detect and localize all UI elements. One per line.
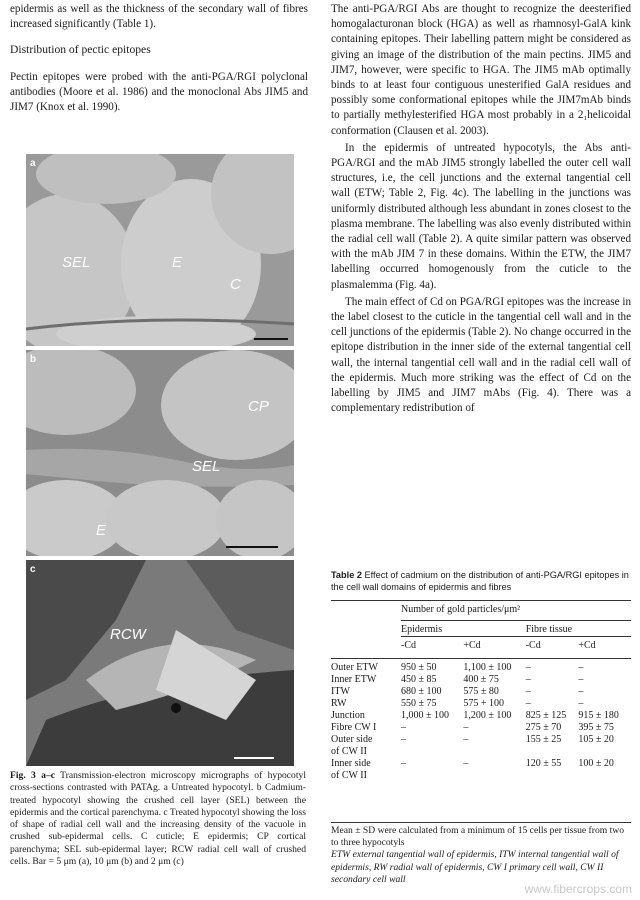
micrograph-b (26, 350, 294, 556)
table-row (331, 758, 631, 770)
table-caption-text: Effect of cadmium on the distribution of anti-PGA/RGI epitopes in the cell wall domains of epidermis and fibres (331, 570, 629, 592)
table-footnote-mean: Mean ± SD were calculated from a minimum of 15 cells per tissue from two to three hypocotyls (331, 822, 631, 849)
label-e-b: E (96, 522, 107, 539)
watermark: www.fibercrops.com (524, 882, 632, 896)
table-row (331, 770, 631, 782)
table-subheader: +Cd (463, 637, 525, 659)
label-c-a: C (230, 276, 241, 293)
table-row-label: of CW II (331, 746, 367, 757)
table-body (331, 659, 631, 783)
table-cell: – (401, 734, 406, 745)
right-paragraph-3: The main effect of Cd on PGA/RGI epitopes was the increase in the label closest to the cuticle in the tangential cell wall and in the cell junctions of the epidermis (Table 2). No change occurred in the epitope distribution in the inner side of the external tangential cell wall, the internal tangential cell wall and in the radial cell wall of the epidermis. Much more striking was the effect of Cd on the labelling by JIM5 and JIM7 mAbs (Fig. 4). There was a complementary redistribution of (331, 295, 631, 415)
table-unit-header: Number of gold particles/μm² (401, 604, 521, 615)
table-cell: 550 ± 75 (401, 698, 437, 709)
left-column (10, 0, 308, 115)
table-cell (526, 770, 579, 782)
label-rcw-c: RCW (110, 626, 146, 643)
scale-bar-a (254, 338, 288, 340)
table-footnotes (331, 822, 631, 886)
table-cell: – (525, 698, 531, 709)
table-group-epidermis: Epidermis (401, 621, 526, 637)
table-2 (331, 600, 631, 782)
table-cell (401, 770, 463, 782)
table-subheader: -Cd (401, 637, 463, 659)
figure-caption-title: Fig. 3 a–c (10, 770, 56, 781)
table-cell: 275 ± 70 (525, 722, 562, 733)
table-cell: 155 ± 25 (525, 734, 562, 745)
table-cell: 120 ± 55 (525, 758, 562, 769)
table-cell: – (401, 722, 406, 733)
table-cell: 1,000 ± 100 (401, 710, 449, 721)
table-cell: – (463, 758, 469, 769)
table-cell: – (463, 734, 469, 745)
table-cell: – (525, 686, 531, 697)
table-cell: 575 ± 80 (463, 686, 499, 697)
table-row (331, 734, 631, 746)
table-cell: 575 + 100 (463, 698, 504, 709)
table-subheader: +Cd (578, 637, 631, 659)
label-sel-a: SEL (62, 254, 91, 271)
label-e-a: E (172, 254, 183, 271)
table-cell: 100 ± 20 (578, 758, 614, 769)
table-cell (578, 746, 631, 758)
table-cell: – (578, 686, 584, 697)
table-row-label: Junction (331, 710, 365, 721)
right-paragraph-1: The anti-PGA/RGI Abs are thought to recognize the deesterified homogalacturonan block (HGA) as well as rhamnosyl-GalA kink containing epitopes. Their labelling pattern might be considered as giving an image of the distribution of the main pectins. JIM5 and JIM7, however, were specific to HGA. The JIM5 mAb optimally binds to at least four contiguous unesterified GalA residues and possibly some conformational epitopes while the JIM7mAb binds to partially methylesterified HGA most probably in a 2₁helicoidal conformation (Clausen et al. 2003). (331, 3, 631, 137)
table-footnote-abbrev: ETW external tangential wall of epidermis, ITW internal tangential wall of epidermis, RW radial wall of epidermis, CW I primary cell wall, CW II secondary cell wall (331, 849, 619, 885)
panel-letter-a: a (30, 158, 36, 169)
scale-bar-c (234, 757, 274, 759)
table-cell: – (525, 674, 531, 685)
table-cell: 950 ± 50 (401, 662, 437, 673)
micrograph-c (26, 560, 294, 766)
pectic-paragraph: Pectin epitopes were probed with the anti-PGA/RGI polyclonal antibodies (Moore et al. 1986) and the monoclonal Abs JIM5 and JIM7 (Knox et al. 1990). (10, 70, 308, 114)
scale-bar-b (226, 546, 278, 548)
table-row (331, 710, 631, 722)
table-cell (578, 770, 631, 782)
figure-caption (10, 770, 306, 868)
table-row (331, 746, 631, 758)
table-cell: – (578, 698, 584, 709)
table-cell: 1,200 ± 100 (463, 710, 512, 721)
table-cell: – (578, 674, 584, 685)
figure-panel-c (26, 560, 294, 766)
table-row-label: Fibre CW I (331, 722, 377, 733)
section-heading: Distribution of pectic epitopes (10, 43, 151, 57)
table-cell: – (578, 662, 584, 673)
table-row (331, 722, 631, 734)
table-row (331, 686, 631, 698)
label-sel-b: SEL (192, 458, 221, 475)
table-cell: 915 ± 180 (578, 710, 619, 721)
table-row (331, 659, 631, 675)
table-caption (331, 569, 631, 593)
table-row-label: of CW II (331, 770, 367, 781)
table-row (331, 698, 631, 710)
table-caption-title: Table 2 (331, 570, 362, 580)
table-cell: – (525, 662, 531, 673)
table-row-label: Outer ETW (331, 662, 378, 673)
table-row-label: Inner side (331, 758, 371, 769)
intro-text: epidermis as well as the thickness of the secondary wall of fibres increased significantly (Table 1). (10, 3, 308, 31)
table-row-label: RW (331, 698, 347, 709)
table-row-label: ITW (331, 686, 350, 697)
right-paragraph-2: In the epidermis of untreated hypocotyls, the Abs anti-PGA/RGI and the mAb JIM5 strongly labelled the outer cell wall structures, i.e, the cell junctions and the external tangential cell wall (ETW; Table 2, Fig. 4c). The labelling in the junctions was uniformly distributed although less abundant in zones closest to the plasma membrane. The labelling was also evenly distributed within the radial cell wall (Table 2). A quite similar pattern was observed with the mAb JIM 7 in these domains. Within the ETW, the JIM7 labelling occurred homogenously from the cuticle to the plasmalemma (Fig. 4a). (331, 141, 631, 291)
table-row-label: Outer side (331, 734, 373, 745)
table-row-label: Inner ETW (331, 674, 377, 685)
figure-panel-b (26, 350, 294, 556)
table-cell: 395 ± 75 (578, 722, 614, 733)
table-cell (401, 746, 463, 758)
table-cell (463, 770, 525, 782)
table-cell: – (401, 758, 406, 769)
table-cell (463, 746, 525, 758)
panel-letter-b: b (30, 354, 37, 365)
right-column (331, 0, 631, 416)
table-cell: – (463, 722, 469, 733)
table-cell: 400 ± 75 (463, 674, 499, 685)
figure-panel-a (26, 154, 294, 346)
micrograph-a (26, 154, 294, 346)
table-subheader: -Cd (526, 637, 579, 659)
table-cell: 450 ± 85 (401, 674, 437, 685)
table-cell: 680 ± 100 (401, 686, 442, 697)
table-cell: 825 ± 125 (525, 710, 567, 721)
table-cell (526, 746, 579, 758)
figure-caption-text: Transmission-electron microscopy micrographs of hypocotyl cross-sections contrasted with PATAg. a Untreated hypocotyl. b Cadmium-treated hypocotyl showing the crushed cell layer (SEL) between the epidermis and the cortical parenchyma. c Treated hypocotyl showing the loss of shape of radial cell wall and the increasing density of the vacuole in crushed sub-epidermal cells. C cuticle; E epidermis; CP cortical parenchyma; SEL sub-epidermal layer; RCW radial cell wall of crushed cells. Bar = 5 μm (a), 10 μm (b) and 2 μm (c) (10, 770, 307, 868)
table-row (331, 674, 631, 686)
table-cell: 1,100 ± 100 (463, 662, 512, 673)
table-cell: 105 ± 20 (578, 734, 614, 745)
panel-letter-c: c (30, 564, 36, 575)
label-cp-b: CP (248, 398, 269, 415)
table-group-fibre: Fibre tissue (526, 621, 631, 637)
